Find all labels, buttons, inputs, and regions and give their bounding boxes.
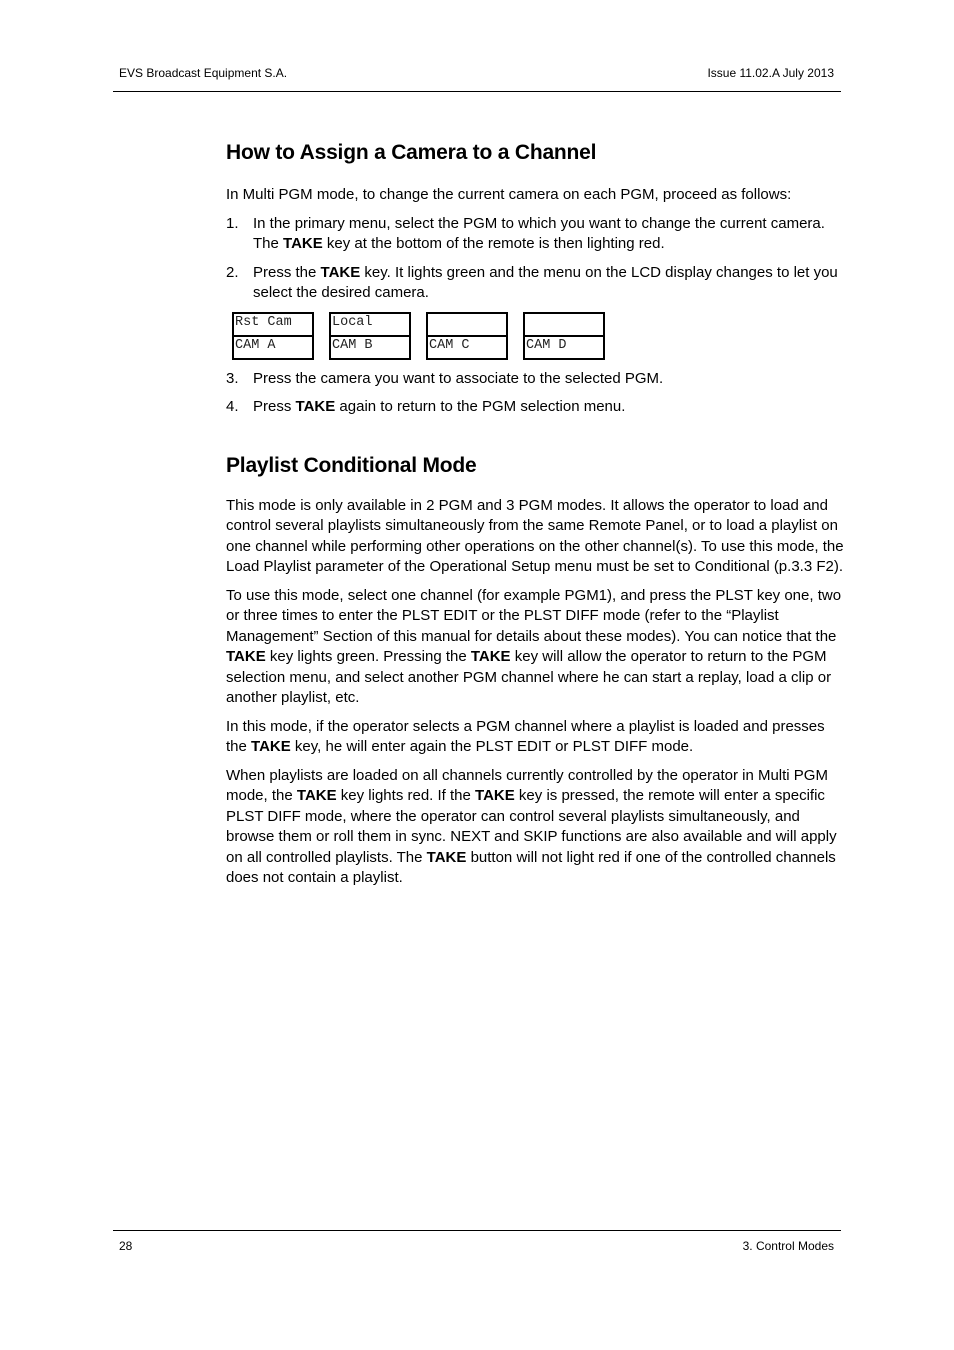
take-key-label: TAKE <box>226 648 266 665</box>
step-number: 1. <box>226 214 239 232</box>
take-key-label: TAKE <box>283 235 323 252</box>
paragraph-usage <box>226 586 844 709</box>
lcd-display-menu <box>232 312 844 360</box>
lcd-cell-top-3 <box>426 312 508 336</box>
section-title-assign-camera: How to Assign a Camera to a Channel <box>226 141 597 164</box>
lcd-cell-top-1: Rst Cam <box>232 312 314 336</box>
header-issue: Issue 11.02.A July 2013 <box>707 66 834 80</box>
lcd-cell-top-4 <box>523 312 605 336</box>
step-text: key. It lights green and the menu on the LCD display changes to let you select the desired camera. <box>253 263 838 301</box>
step-number: 2. <box>226 263 239 281</box>
list-item <box>226 263 844 304</box>
lcd-cell-cam-c: CAM C <box>426 336 508 360</box>
page-header <box>113 64 841 92</box>
paragraph-text: When playlists are loaded on all channels currently controlled by the operator in Multi PGM mode, the <box>226 766 828 804</box>
paragraph-mode-availability: This mode is only available in 2 PGM and 3 PGM modes. It allows the operator to load and control several playlists simultaneously from the same Remote Panel, or to load a playlist on one channel while performing other operations on the other channel(s). To use this mode, the Load Playlist parameter of the Operational Setup menu must be set to Conditional (p.3.3 F2). <box>226 496 844 575</box>
step-text: again to return to the PGM selection menu. <box>335 398 626 415</box>
take-key-label: TAKE <box>475 787 515 804</box>
paragraph-text: button will not light red if one of the controlled channels does not contain a playlist. <box>226 848 836 886</box>
take-key-label: TAKE <box>295 398 336 415</box>
take-key-label: TAKE <box>251 738 291 755</box>
take-key-label: TAKE <box>426 848 467 866</box>
paragraph-text: key, he will enter again the PLST EDIT or PLST DIFF mode. <box>290 738 694 755</box>
page-footer <box>113 1230 841 1253</box>
lcd-cell-cam-d: CAM D <box>523 336 605 360</box>
lcd-cell-top-2: Local <box>329 312 411 336</box>
paragraph-text: key lights green. Pressing the <box>265 648 471 665</box>
list-item <box>226 214 844 255</box>
page-number: 28 <box>119 1239 133 1253</box>
lcd-cell-cam-b: CAM B <box>329 336 411 360</box>
list-item <box>226 369 844 390</box>
step-text: In the primary menu, select the PGM to which you want to change the current camera. The <box>253 214 825 252</box>
section-title-playlist-conditional: Playlist Conditional Mode <box>226 453 477 477</box>
page-content <box>226 140 844 897</box>
footer-chapter: 3. Control Modes <box>742 1239 834 1253</box>
step-text: key at the bottom of the remote is then lighting red. <box>322 235 665 252</box>
steps-list-continued <box>226 369 844 418</box>
paragraph-multi-playlists <box>226 766 844 889</box>
step-number: 4. <box>226 398 239 415</box>
take-key-label: TAKE <box>470 648 511 665</box>
header-company: EVS Broadcast Equipment S.A. <box>119 66 288 80</box>
step-text: Press the <box>253 263 321 281</box>
steps-list <box>226 214 844 304</box>
step-text: Press <box>253 398 296 415</box>
take-key-label: TAKE <box>320 263 361 281</box>
step-text: Press the camera you want to associate to the selected PGM. <box>253 369 664 387</box>
intro-paragraph: In Multi PGM mode, to change the current camera on each PGM, proceed as follows: <box>226 186 792 203</box>
step-number: 3. <box>226 369 239 387</box>
paragraph-text: key will allow the operator to return to the PGM selection menu, and select another PGM channel where he can start a replay, load a clip or another playlist, etc. <box>226 648 832 706</box>
paragraph-text: In this mode, if the operator selects a PGM channel where a playlist is loaded and presses the <box>226 717 825 755</box>
take-key-label: TAKE <box>296 787 337 804</box>
lcd-cell-cam-a: CAM A <box>232 336 314 360</box>
paragraph-text: key is pressed, the remote will enter a specific PLST DIFF mode, where the operator can control several playlists simultaneously, and browse them or roll them in sync. NEXT and SKIP functions are also available and will apply on all controlled playlists. The <box>226 787 837 866</box>
paragraph-text: To use this mode, select one channel (for example PGM1), and press the PLST key one, two or three times to enter the PLST EDIT or the PLST DIFF mode (refer to the “Playlist Management” Section of this manual for details about these modes). You can notice that the <box>226 586 842 645</box>
list-item <box>226 397 844 418</box>
paragraph-text: key lights red. If the <box>336 787 476 804</box>
paragraph-reenter-mode <box>226 717 844 758</box>
